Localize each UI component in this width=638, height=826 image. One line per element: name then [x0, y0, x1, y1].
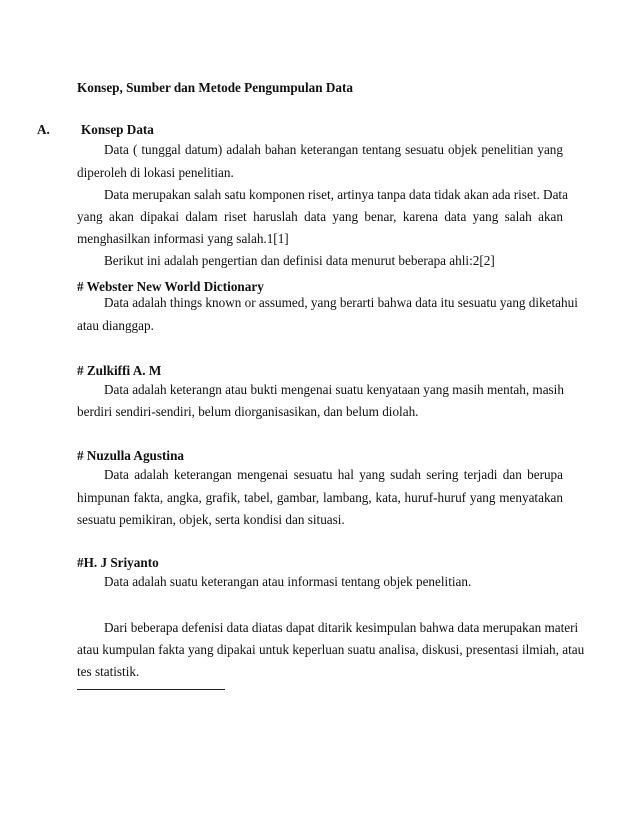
definition-3-line-1: Data adalah keterangan mengenai sesuatu hal yang sudah sering terjadi dan berupa — [104, 467, 563, 482]
definition-1-line-2: atau dianggap. — [77, 318, 154, 333]
definition-2-line-1: Data adalah keterangn atau bukti mengenai suatu kenyataan yang masih mentah, masih — [104, 382, 564, 397]
paragraph-2-line-2: yang akan dipakai dalam riset haruslah data yang benar, karena data yang salah akan — [77, 209, 563, 224]
paragraph-3-line-1: Berikut ini adalah pengertian dan definisi data menurut beberapa ahli:2[2] — [104, 253, 495, 268]
definition-4-line-1: Data adalah suatu keterangan atau informasi tentang objek penelitian. — [104, 574, 472, 589]
conclusion-line-2: atau kumpulan fakta yang dipakai untuk keperluan suatu analisa, diskusi, presentasi ilmiah, atau — [77, 642, 585, 657]
footnote-separator — [77, 689, 225, 690]
paragraph-2-line-3: menghasilkan informasi yang salah.1[1] — [77, 231, 289, 246]
definition-3-line-2: himpunan fakta, angka, grafik, tabel, gambar, lambang, kata, huruf-huruf yang menyatakan — [77, 490, 563, 505]
conclusion-line-3: tes statistik. — [77, 664, 140, 679]
definition-2-line-2: berdiri sendiri-sendiri, belum diorganisasikan, dan belum diolah. — [77, 404, 419, 419]
definition-1-line-1: Data adalah things known or assumed, yang berarti bahwa data itu sesuatu yang diketahui — [104, 295, 578, 310]
conclusion-line-1: Dari beberapa defenisi data diatas dapat ditarik kesimpulan bahwa data merupakan materi — [104, 620, 579, 635]
definition-4-heading: #H. J Sriyanto — [77, 555, 159, 570]
definition-1-heading: # Webster New World Dictionary — [77, 279, 264, 294]
paragraph-2-line-1: Data merupakan salah satu komponen riset, artinya tanpa data tidak akan ada riset. Data — [104, 187, 568, 202]
section-heading: Konsep Data — [81, 122, 154, 137]
definition-2-heading: # Zulkiffi A. M — [77, 363, 162, 378]
section-letter: A. — [37, 122, 50, 137]
definition-3-line-3: sesuatu pemikiran, objek, serta kondisi dan situasi. — [77, 512, 345, 527]
document-title: Konsep, Sumber dan Metode Pengumpulan Data — [77, 80, 353, 95]
paragraph-1-line-1: Data ( tunggal datum) adalah bahan keterangan tentang sesuatu objek penelitian yang — [104, 142, 563, 157]
definition-3-heading: # Nuzulla Agustina — [77, 448, 184, 463]
paragraph-1-line-2: diperoleh di lokasi penelitian. — [77, 165, 234, 180]
